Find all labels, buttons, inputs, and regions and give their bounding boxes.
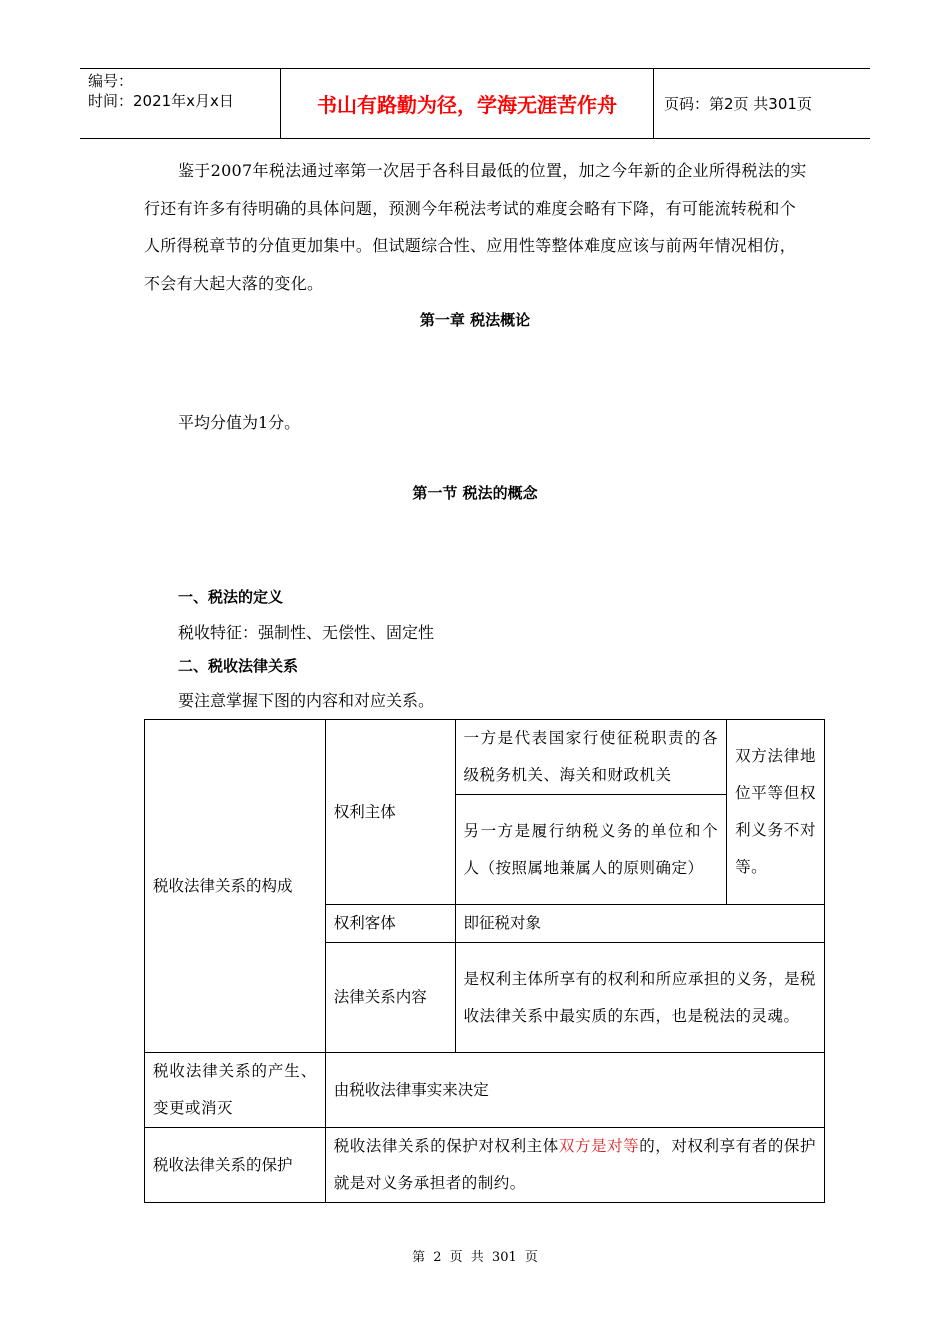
intro-paragraph: 鉴于2007年税法通过率第一次居于各科目最低的位置，加之今年新的企业所得税法的实行还有许多有待明确的具体问题，预测今年税法考试的难度会略有下降，有可能流转税和个人所得税章节的分值更加集中。但试题综合性、应用性等整体难度应该与前两年情况相仿，不会有大起大落的变化。 xyxy=(144,161,807,293)
cell-origin-desc: 由税收法律事实来决定 xyxy=(325,1053,824,1128)
cell-equality-note: 双方法律地位平等但权利义务不对等。 xyxy=(727,720,825,905)
cell-content-label: 法律关系内容 xyxy=(325,943,455,1053)
section-title: 第一节 税法的概念 xyxy=(412,484,538,502)
protection-text-a: 税收法律关系的保护对权利主体 xyxy=(333,1137,559,1155)
heading-tax-law-definition: 一、税法的定义 xyxy=(178,588,284,606)
cell-subject-a: 一方是代表国家行使征税职责的各级税务机关、海关和财政机关 xyxy=(455,720,727,795)
chapter-title: 第一章 税法概论 xyxy=(419,311,531,329)
page-info: 页码：第2页 共301页 xyxy=(664,95,812,113)
number-label: 编号： xyxy=(88,72,134,90)
cell-protection-desc xyxy=(325,1128,824,1203)
tax-features: 税收特征：强制性、无偿性、固定性 xyxy=(178,623,435,642)
protection-text-highlight: 双方是对等 xyxy=(558,1137,640,1155)
tax-legal-relation-table xyxy=(144,719,825,1203)
heading-tax-legal-relation: 二、税收法律关系 xyxy=(178,657,299,675)
cell-object-desc: 即征税对象 xyxy=(455,905,824,943)
cell-protection-label: 税收法律关系的保护 xyxy=(145,1128,326,1203)
protection-text-b: 的，对权利享有者的保护就是对义务承担者的制约。 xyxy=(333,1137,816,1192)
cell-subject-b: 另一方是履行纳税义务的单位和个人（按照属地兼属人的原则确定） xyxy=(455,795,727,905)
cell-rights-object: 权利客体 xyxy=(325,905,455,943)
motto: 书山有路勤为径，学海无涯苦作舟 xyxy=(281,69,654,138)
page-footer: 第 2 页 共 301 页 xyxy=(412,1250,538,1265)
cell-origin-label: 税收法律关系的产生、变更或消灭 xyxy=(145,1053,326,1128)
cell-content-desc: 是权利主体所享有的权利和所应承担的义务，是税收法律关系中最实质的东西，也是税法的灵魂。 xyxy=(455,943,824,1053)
avg-score: 平均分值为1分。 xyxy=(178,413,301,432)
cell-composition: 税收法律关系的构成 xyxy=(145,720,326,1053)
header-meta xyxy=(80,69,281,138)
cell-rights-subject: 权利主体 xyxy=(325,720,455,905)
table-note: 要注意掌握下图的内容和对应关系。 xyxy=(178,691,435,710)
time-label: 时间：2021年x月x日 xyxy=(88,92,234,110)
page-header xyxy=(80,68,870,139)
